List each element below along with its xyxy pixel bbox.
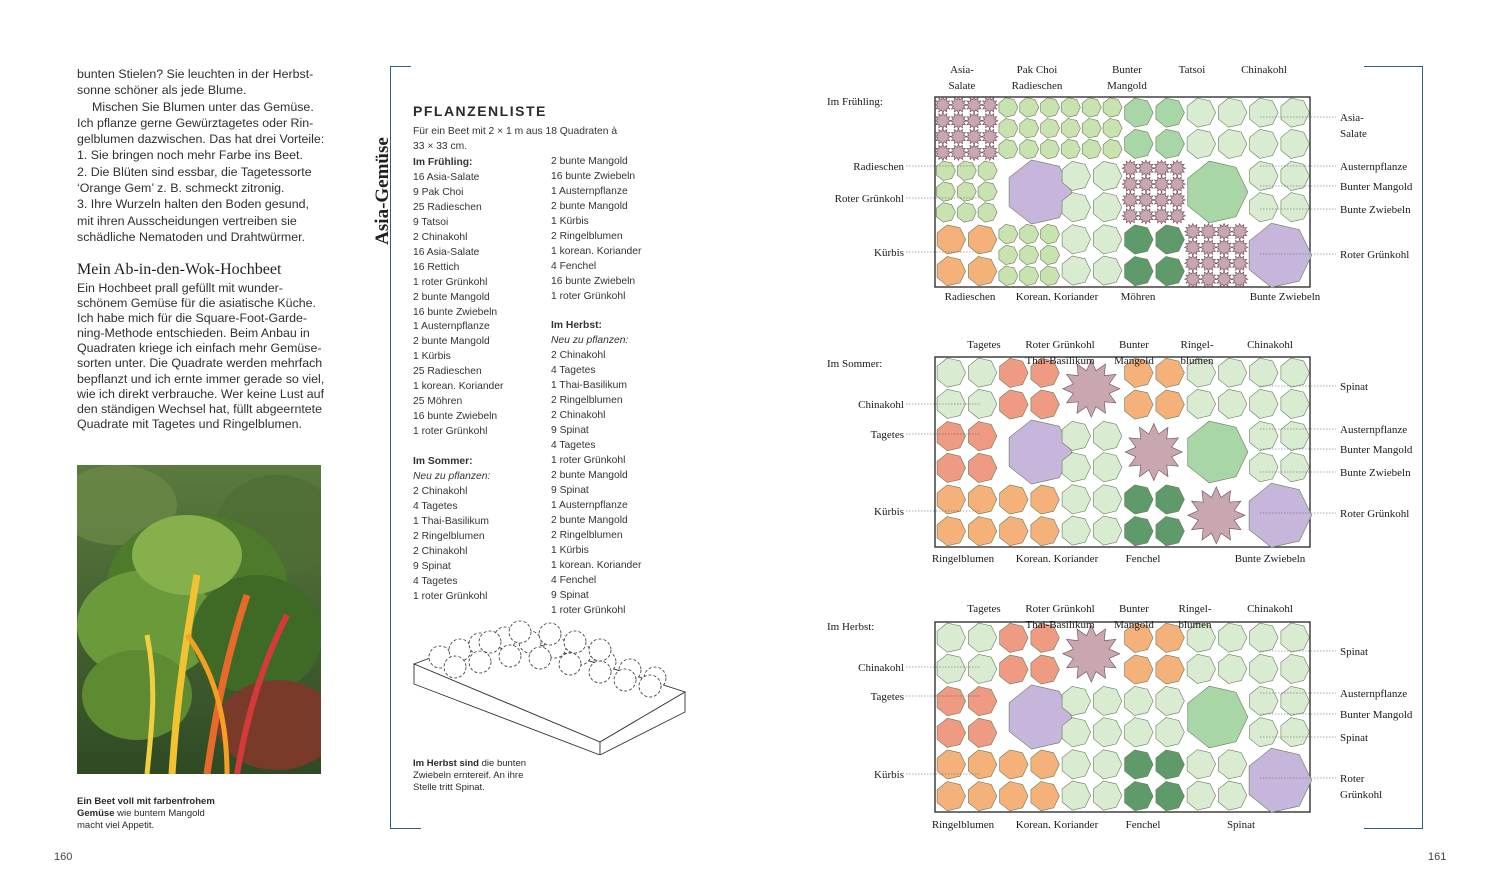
plant-list-item: 1 roter Grünkohl (551, 290, 626, 302)
text-line: 1. Sie bringen noch mehr Farbe ins Beet. (77, 148, 303, 163)
left-label: Kürbis (874, 247, 904, 259)
plant-list-item: 9 Spinat (551, 425, 589, 437)
top-label: blumen (1180, 355, 1214, 367)
caption-bold: Gemüse (77, 808, 115, 819)
top-label: Asia- (950, 64, 974, 76)
season-heading: Im Herbst: (551, 320, 602, 332)
bottom-label: Möhren (1120, 291, 1156, 303)
plant-list-item: 2 bunte Mangold (551, 156, 628, 167)
top-label: Mangold (1114, 355, 1154, 367)
text-line: Quadraten kriege ich einfach mehr Gemüse- (77, 341, 322, 356)
plant-list-item: 2 Ringelblumen (551, 230, 623, 242)
caption-bold: Ein Beet voll mit farbenfrohem (77, 796, 215, 807)
plant-list-item: 9 Pak Choi (413, 186, 464, 198)
top-label: Chinakohl (1241, 64, 1287, 76)
text-line: den ständigen Wechsel hat, füllt abgeerntete (77, 401, 322, 416)
text-line: 3. Ihre Wurzeln halten den Boden gesund, (77, 197, 309, 212)
top-label: Salate (948, 80, 976, 92)
text-line: gelblumen dazwischen. Das hat drei Vorteile: (77, 132, 325, 147)
subtitle-line: 33 × 33 cm. (413, 140, 468, 152)
top-label: Mangold (1107, 80, 1147, 92)
season-heading: Im Sommer: (413, 456, 473, 468)
plant-list-item: 1 Kürbis (551, 215, 589, 227)
text-line: wie ich direkt verbrauche. Wer keine Lust auf (77, 386, 325, 401)
plant-list-title: PFLANZENLISTE (413, 103, 547, 119)
plant-list-item: 16 Asia-Salate (413, 171, 480, 183)
plant-list-item: 2 bunte Mangold (551, 200, 628, 212)
plant-list-item: 16 Asia-Salate (413, 246, 480, 258)
season-heading: Im Frühling: (413, 157, 473, 168)
top-label: Pak Choi (1016, 64, 1058, 76)
bottom-label: Ringelblumen (931, 819, 995, 831)
top-label: Thai-Basilikum (1025, 355, 1095, 367)
top-label: Tagetes (967, 339, 1001, 351)
plant-list-item: 1 roter Grünkohl (551, 455, 626, 467)
top-label: Chinakohl (1247, 339, 1293, 351)
caption-text: macht viel Appetit. (77, 820, 155, 831)
caption-text: die bunten (479, 758, 527, 769)
caption-text: Zwiebeln erntereif. An ihre (413, 770, 524, 781)
plant-list-item: 4 Tagetes (413, 575, 458, 587)
plant-list-item: 16 Rettich (413, 261, 460, 273)
right-label: Bunter Mangold (1340, 181, 1413, 193)
text-line: Mischen Sie Blumen unter das Gemüse. (92, 99, 314, 114)
left-label: Tagetes (870, 429, 904, 441)
plant-list-item: 4 Tagetes (551, 440, 596, 452)
subtitle-line: Für ein Beet mit 2 × 1 m aus 18 Quadraten à (413, 126, 618, 137)
bottom-label: Spinat (1226, 819, 1256, 831)
plant-list-item: 2 bunte Mangold (413, 336, 490, 348)
top-label: Bunter (1112, 64, 1142, 76)
plant-list-item: 2 Ringelblumen (551, 395, 623, 407)
top-label: Radieschen (1011, 80, 1063, 92)
right-label: Spinat (1340, 732, 1369, 744)
plant-list-item: 2 bunte Mangold (551, 470, 628, 482)
top-label: Mangold (1114, 619, 1154, 631)
right-label: Austernpflanze (1340, 161, 1408, 173)
text-line: ning-Methode entschieden. Beim Anbau in (77, 326, 310, 341)
plant-list-item: 2 Chinakohl (413, 545, 468, 557)
vertical-title: Asia-Gemüse (372, 137, 393, 245)
plant-list-item: 2 Chinakohl (551, 410, 606, 422)
right-label: Roter Grünkohl (1340, 249, 1410, 261)
plant-list-item: 2 bunte Mangold (413, 291, 490, 303)
right-label: Bunter Mangold (1340, 444, 1413, 456)
left-label: Tagetes (870, 691, 904, 703)
right-label: Spinat (1340, 646, 1369, 658)
right-label: Austernpflanze (1340, 424, 1408, 436)
right-label: Asia- (1340, 112, 1364, 124)
left-label: Roter Grünkohl (834, 193, 904, 205)
plant-list-item: 2 bunte Mangold (551, 514, 628, 526)
bottom-label: Korean. Koriander (1015, 819, 1099, 831)
text-line: Ein Hochbeet prall gefüllt mit wunder- (77, 281, 283, 295)
right-label: Austernpflanze (1340, 688, 1408, 700)
text-line: schädliche Nematoden und Drahtwürmer. (77, 229, 305, 244)
plant-list-item: 2 Ringelblumen (413, 530, 485, 542)
left-label: Radieschen (853, 161, 904, 173)
plant-list-item: 1 roter Grünkohl (413, 590, 488, 602)
plant-list-item: 4 Tagetes (413, 500, 458, 512)
plant-list-item: 2 Ringelblumen (551, 529, 623, 541)
left-label: Kürbis (874, 506, 904, 518)
right-label: Bunte Zwiebeln (1340, 467, 1411, 479)
section-heading: Mein Ab-in-den-Wok-Hochbeet (77, 261, 282, 278)
bottom-label: Fenchel (1125, 819, 1161, 831)
page-number-left: 160 (54, 851, 73, 863)
text-line: sorten unter. Die Quadrate werden mehrfach (77, 356, 323, 371)
plant-list-item: 4 Tagetes (551, 365, 596, 377)
page-number-right: 161 (1428, 851, 1447, 863)
plant-list-item: 16 bunte Zwiebeln (413, 411, 498, 423)
plant-list-item: 16 bunte Zwiebeln (551, 170, 636, 182)
right-label: Grünkohl (1340, 789, 1383, 801)
right-label: Spinat (1340, 381, 1369, 393)
text-line: schönem Gemüse für die asiatische Küche. (77, 296, 316, 311)
top-label: blumen (1178, 619, 1212, 631)
plant-list-item: 1 Thai-Basilikum (413, 515, 489, 527)
bottom-label: Ringelblumen (931, 553, 995, 565)
text-line: Ich habe mich für die Square-Foot-Garde- (77, 311, 308, 326)
right-label: Bunte Zwiebeln (1340, 204, 1411, 216)
right-label: Bunter Mangold (1340, 709, 1413, 721)
top-label: Thai-Basilikum (1025, 619, 1095, 631)
top-label: Ringel- (1178, 603, 1212, 615)
plant-list-item: 1 Austernpflanze (413, 321, 490, 333)
top-label: Chinakohl (1247, 603, 1293, 615)
left-label: Chinakohl (858, 399, 904, 411)
plant-list-item: 2 Chinakohl (551, 350, 606, 362)
plant-list-item: 4 Fenchel (551, 574, 597, 586)
plant-list-item: 1 roter Grünkohl (413, 426, 488, 438)
right-label: Roter (1340, 773, 1365, 785)
plant-list-item: 1 korean. Koriander (551, 245, 642, 257)
plant-list-item: 25 Radieschen (413, 366, 482, 378)
plant-list-item: 4 Fenchel (551, 260, 597, 272)
bottom-label: Fenchel (1125, 553, 1161, 565)
season-label: Im Herbst: (827, 621, 875, 633)
top-label: Ringel- (1180, 339, 1214, 351)
right-label: Roter Grünkohl (1340, 508, 1410, 520)
plant-list-item: 2 Chinakohl (413, 485, 468, 497)
plant-list-item: 1 Austernpflanze (551, 185, 628, 197)
top-label: Tagetes (967, 603, 1001, 615)
text-line: ‘Orange Gem’ z. B. schmeckt zitronig. (77, 181, 285, 196)
plant-list-item: 25 Möhren (413, 396, 463, 408)
plant-list-item: Neu zu pflanzen: (413, 471, 491, 483)
plant-list-item: 16 bunte Zwiebeln (413, 306, 498, 318)
text-line: bunten Stielen? Sie leuchten in der Herbst- (77, 67, 314, 81)
plant-list-item: 1 Thai-Basilikum (551, 380, 627, 392)
caption-text: Stelle tritt Spinat. (413, 782, 485, 793)
bottom-label: Radieschen (944, 291, 996, 303)
right-label: Salate (1340, 128, 1367, 140)
plant-list-item: 1 korean. Koriander (413, 381, 504, 393)
season-label: Im Sommer: (827, 358, 883, 370)
top-label: Bunter (1119, 339, 1149, 351)
left-label: Chinakohl (858, 662, 904, 674)
plant-list-item: 16 bunte Zwiebeln (551, 275, 636, 287)
text-line: sonne schöner als jede Blume. (77, 83, 247, 98)
plant-list-item: 9 Spinat (551, 589, 589, 601)
plant-list-item: 1 Kürbis (551, 544, 589, 556)
plant-list-item: 25 Radieschen (413, 201, 482, 213)
season-label: Im Frühling: (827, 96, 883, 108)
caption-text: wie buntem Mangold (114, 808, 205, 819)
plant-list-item: 9 Spinat (413, 560, 451, 572)
bottom-label: Korean. Koriander (1015, 291, 1099, 303)
plant-list-item: 1 Kürbis (413, 351, 451, 363)
text-line: 2. Die Blüten sind essbar, die Tagetessorte (77, 164, 312, 179)
top-label: Roter Grünkohl (1025, 339, 1095, 351)
plant-list-item: 1 roter Grünkohl (413, 276, 488, 288)
plant-list-item: 1 roter Grünkohl (551, 604, 626, 616)
caption-bold: Im Herbst sind (413, 758, 479, 769)
text-line: mit ihren Ausscheidungen vertreiben sie (77, 213, 297, 228)
bottom-label: Bunte Zwiebeln (1234, 553, 1306, 565)
top-label: Bunter (1119, 603, 1149, 615)
plant-list-item: 9 Tatsoi (413, 216, 449, 228)
plant-list-item: 1 Austernpflanze (551, 499, 628, 511)
plant-list-item: 9 Spinat (551, 484, 589, 496)
plant-list-item: 1 korean. Koriander (551, 559, 642, 571)
plant-list-item: 2 Chinakohl (413, 231, 468, 243)
top-label: Roter Grünkohl (1025, 603, 1095, 615)
text-line: bepflanzt und ich ernte immer gerade so viel, (77, 371, 325, 386)
plant-list-item: Neu zu pflanzen: (551, 335, 629, 347)
text-line: Quadrate mit Tagetes und Ringelblumen. (77, 416, 303, 431)
left-label: Kürbis (874, 769, 904, 781)
bottom-label: Korean. Koriander (1015, 553, 1099, 565)
text-line: Ich pflanze gerne Gewürztagetes oder Rin- (77, 115, 314, 130)
bottom-label: Bunte Zwiebeln (1249, 291, 1321, 303)
top-label: Tatsoi (1178, 64, 1206, 76)
